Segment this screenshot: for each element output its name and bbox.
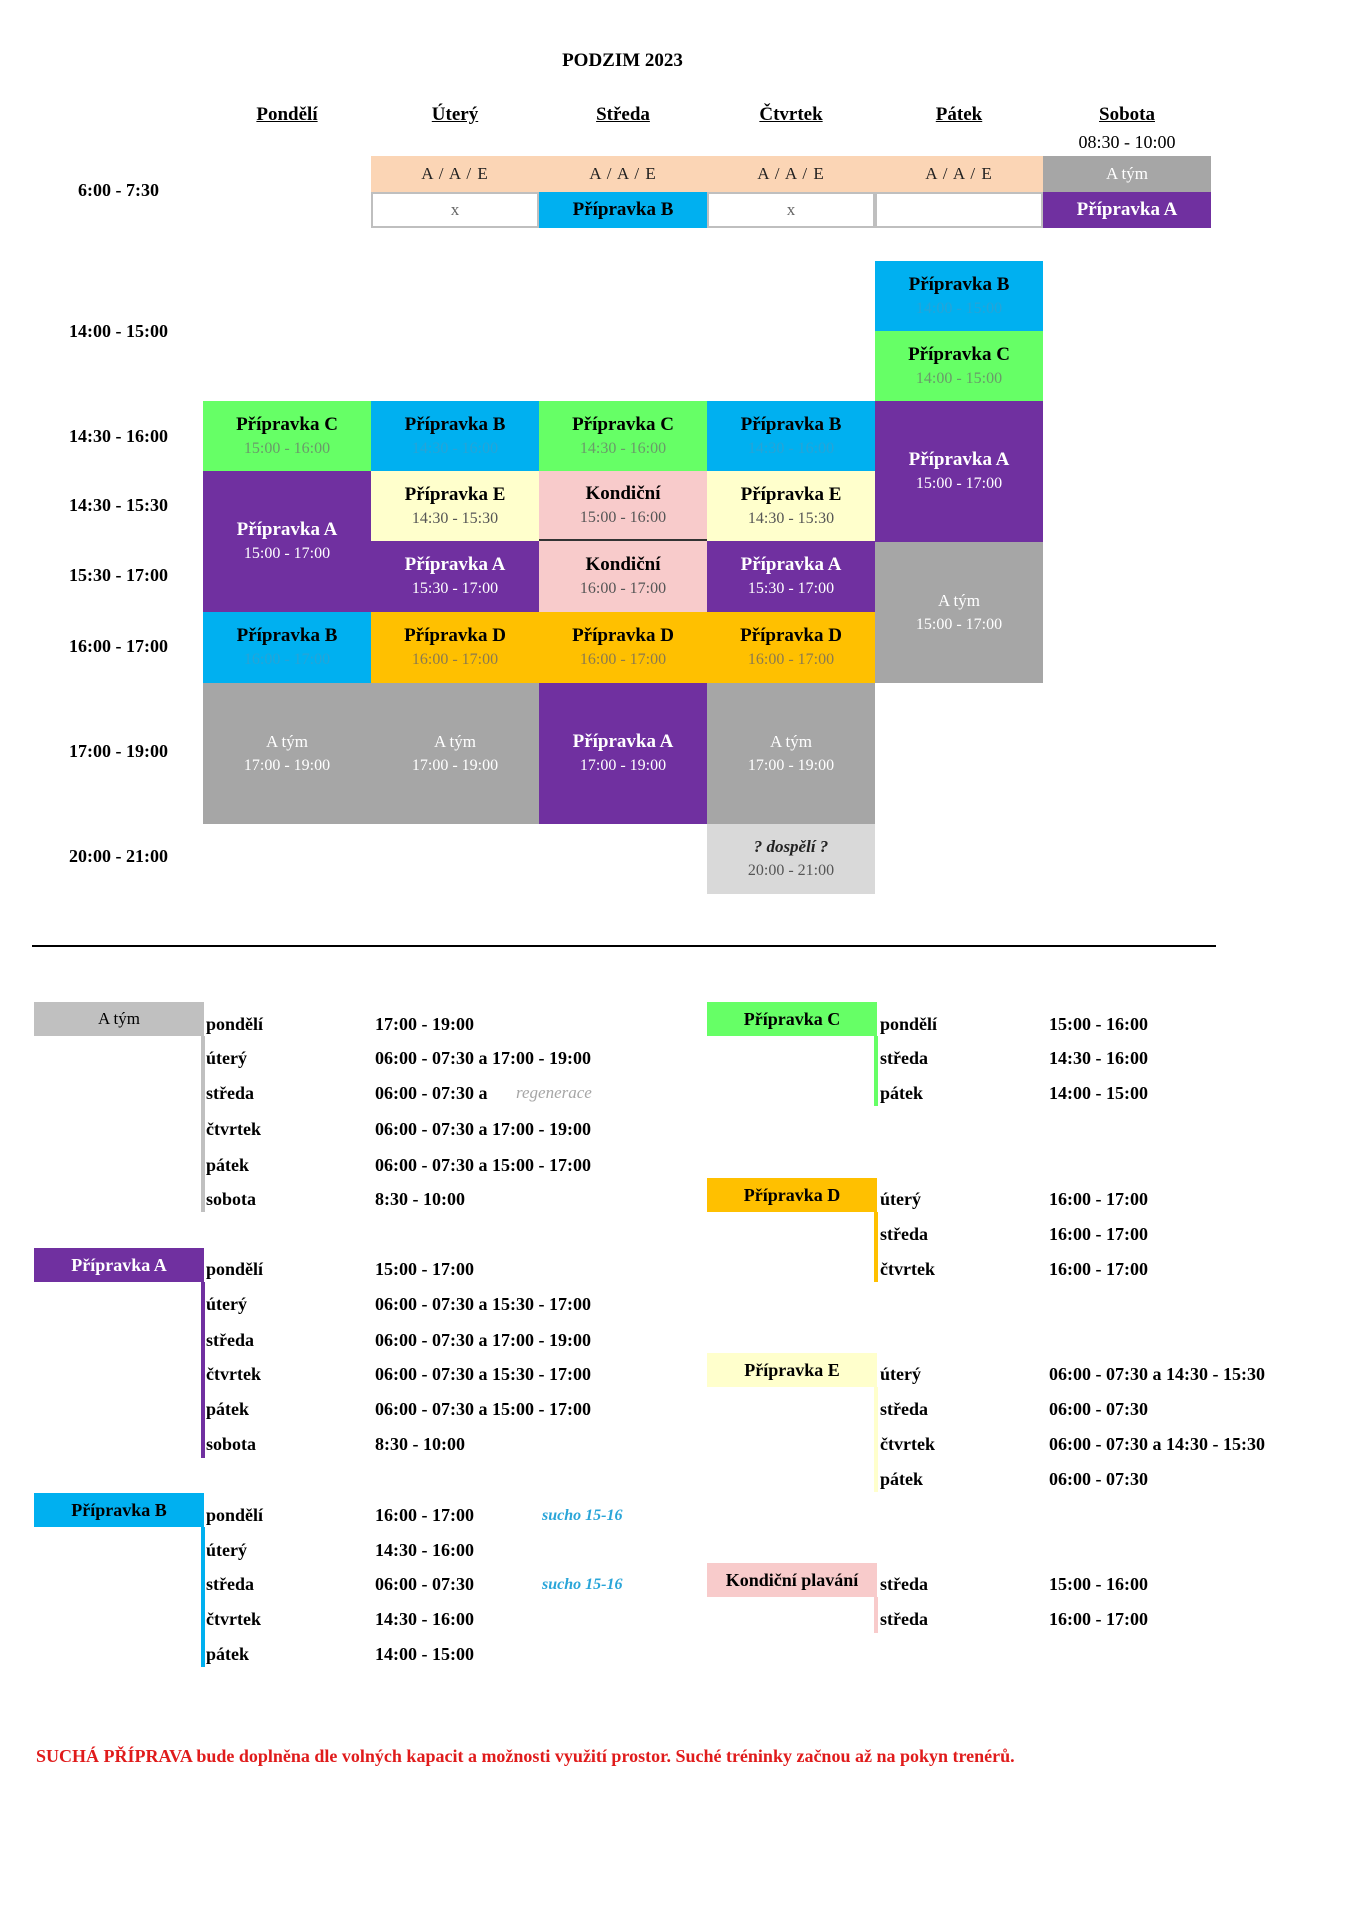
legend-note: sucho 15-16 <box>542 1507 623 1524</box>
legend-time: 16:00 - 17:00 <box>1049 1189 1148 1209</box>
schedule-cell: A tým 15:00 - 17:00 <box>875 542 1043 683</box>
legend-time: 06:00 - 07:30 a 15:30 - 17:00 <box>375 1294 591 1314</box>
legend-bar <box>874 1036 878 1106</box>
legend-time: 06:00 - 07:30 a <box>375 1083 488 1103</box>
legend-time: 17:00 - 19:00 <box>375 1014 474 1034</box>
legend-time: 06:00 - 07:30 a 15:00 - 17:00 <box>375 1155 591 1175</box>
legend-time: 14:00 - 15:00 <box>1049 1083 1148 1103</box>
schedule-cell: Přípravka D 16:00 - 17:00 <box>371 612 539 683</box>
legend-label-pripravka-a: Přípravka A <box>34 1248 204 1282</box>
legend-day: pátek <box>206 1399 250 1419</box>
schedule-cell: Přípravka C 14:30 - 16:00 <box>539 401 707 471</box>
legend-day: úterý <box>206 1048 247 1068</box>
schedule-cell: Přípravka D 16:00 - 17:00 <box>707 612 875 683</box>
schedule-cell: Kondiční 15:00 - 16:00 <box>539 471 707 541</box>
time-label: 17:00 - 19:00 <box>69 741 168 761</box>
legend-time: 06:00 - 07:30 <box>1049 1399 1148 1419</box>
legend-time: 16:00 - 17:00 <box>375 1505 474 1525</box>
legend-bar <box>874 1212 878 1282</box>
day-header-thursday: Čtvrtek <box>759 104 823 125</box>
schedule-cell: Přípravka A 17:00 - 19:00 <box>539 683 707 824</box>
legend-bar <box>201 1527 205 1667</box>
time-label: 14:30 - 15:30 <box>69 495 168 515</box>
legend-day: úterý <box>206 1294 247 1314</box>
legend-time: 06:00 - 07:30 a 14:30 - 15:30 <box>1049 1364 1265 1384</box>
legend-time: 14:30 - 16:00 <box>1049 1048 1148 1068</box>
schedule-cell: A tým 17:00 - 19:00 <box>371 683 539 824</box>
schedule-cell: Kondiční 16:00 - 17:00 <box>539 541 707 612</box>
legend-day: pondělí <box>206 1505 264 1525</box>
legend-day: středa <box>206 1083 254 1103</box>
schedule-cell: Přípravka A 15:00 - 17:00 <box>203 471 371 612</box>
legend-day: úterý <box>880 1364 921 1384</box>
legend-day: středa <box>880 1574 928 1594</box>
morning-aae-cell: A / A / E <box>707 156 875 192</box>
legend-day: pátek <box>880 1083 924 1103</box>
legend-time: 06:00 - 07:30 a 17:00 - 19:00 <box>375 1119 591 1139</box>
day-header-tuesday: Úterý <box>431 104 479 125</box>
legend-time: 16:00 - 17:00 <box>1049 1609 1148 1629</box>
legend-day: čtvrtek <box>206 1364 261 1384</box>
legend-day: sobota <box>206 1189 257 1209</box>
day-header-saturday: Sobota <box>1099 104 1155 125</box>
legend-day: čtvrtek <box>880 1259 935 1279</box>
footer-note: SUCHÁ PŘÍPRAVA bude doplněna dle volných kapacit a možnosti využití prostor. Suché tréninky začnou až na pokyn trenérů. <box>36 1746 1015 1766</box>
morning-a-tym-cell: A tým <box>1043 156 1211 192</box>
legend-label-a-tym: A tým <box>34 1002 204 1036</box>
schedule-cell: Přípravka A 15:00 - 17:00 <box>875 401 1043 542</box>
legend-time: 06:00 - 07:30 a 14:30 - 15:30 <box>1049 1434 1265 1454</box>
schedule-cell: Přípravka B 14:00 - 15:00 <box>875 261 1043 331</box>
legend-day: pondělí <box>880 1014 938 1034</box>
legend-time: 16:00 - 17:00 <box>1049 1224 1148 1244</box>
separator-line <box>32 945 1216 947</box>
time-label: 14:30 - 16:00 <box>69 426 168 446</box>
morning-pripravka-a-cell: Přípravka A <box>1043 192 1211 228</box>
legend-bar <box>201 1282 205 1458</box>
legend-time: 15:00 - 16:00 <box>1049 1574 1148 1594</box>
schedule-cell: Přípravka E 14:30 - 15:30 <box>707 471 875 541</box>
legend-day: úterý <box>880 1189 921 1209</box>
legend-note: regenerace <box>516 1083 592 1102</box>
time-label: 15:30 - 17:00 <box>69 565 168 585</box>
morning-aae-cell: A / A / E <box>875 156 1043 192</box>
legend-time: 14:30 - 16:00 <box>375 1609 474 1629</box>
schedule-cell: Přípravka C 15:00 - 16:00 <box>203 401 371 471</box>
legend-time: 06:00 - 07:30 <box>1049 1469 1148 1489</box>
schedule-cell: Přípravka B 14:30 - 16:00 <box>707 401 875 471</box>
legend-day: čtvrtek <box>206 1609 261 1629</box>
legend-day: středa <box>206 1330 254 1350</box>
page-title: PODZIM 2023 <box>562 50 683 71</box>
legend-day: sobota <box>206 1434 257 1454</box>
legend-day: pátek <box>206 1155 250 1175</box>
morning-empty-cell <box>875 192 1043 228</box>
saturday-time: 08:30 - 10:00 <box>1078 132 1176 152</box>
day-header-wednesday: Středa <box>596 104 650 125</box>
morning-empty-cell: x <box>371 192 539 228</box>
schedule-cell: A tým 17:00 - 19:00 <box>203 683 371 824</box>
legend-day: pondělí <box>206 1014 264 1034</box>
morning-aae-cell: A / A / E <box>371 156 539 192</box>
legend-label-pripravka-c: Přípravka C <box>707 1002 877 1036</box>
time-label: 6:00 - 7:30 <box>78 180 159 200</box>
legend-day: pondělí <box>206 1259 264 1279</box>
legend-label-pripravka-d: Přípravka D <box>707 1178 877 1212</box>
legend-day: pátek <box>206 1644 250 1664</box>
schedule-cell: Přípravka D 16:00 - 17:00 <box>539 612 707 683</box>
schedule-cell: Přípravka A 15:30 - 17:00 <box>371 541 539 612</box>
legend-time: 06:00 - 07:30 a 15:30 - 17:00 <box>375 1364 591 1384</box>
day-header-friday: Pátek <box>935 104 983 125</box>
legend-label-kondicni: Kondiční plavání <box>707 1563 877 1597</box>
legend-time: 8:30 - 10:00 <box>375 1189 465 1209</box>
legend-day: středa <box>880 1399 928 1419</box>
legend-time: 15:00 - 17:00 <box>375 1259 474 1279</box>
legend-bar <box>874 1597 878 1633</box>
legend-time: 15:00 - 16:00 <box>1049 1014 1148 1034</box>
schedule-cell: Přípravka B 16:00 - 17:00 <box>203 612 371 683</box>
legend-note: sucho 15-16 <box>542 1576 623 1593</box>
legend-time: 16:00 - 17:00 <box>1049 1259 1148 1279</box>
legend-time: 8:30 - 10:00 <box>375 1434 465 1454</box>
schedule-cell: Přípravka E 14:30 - 15:30 <box>371 471 539 541</box>
morning-empty-cell: x <box>707 192 875 228</box>
day-header-monday: Pondělí <box>256 104 318 125</box>
legend-day: čtvrtek <box>880 1434 935 1454</box>
legend-time: 06:00 - 07:30 <box>375 1574 474 1594</box>
time-label: 14:00 - 15:00 <box>69 321 168 341</box>
legend-day: středa <box>880 1224 928 1244</box>
legend-day: středa <box>880 1048 928 1068</box>
schedule-cell: ? dospělí ? 20:00 - 21:00 <box>707 824 875 894</box>
time-label: 20:00 - 21:00 <box>69 846 168 866</box>
legend-day: úterý <box>206 1540 247 1560</box>
morning-pripravka-b-cell: Přípravka B <box>539 192 707 228</box>
legend-label-pripravka-b: Přípravka B <box>34 1493 204 1527</box>
legend-day: středa <box>206 1574 254 1594</box>
legend-time: 06:00 - 07:30 a 17:00 - 19:00 <box>375 1330 591 1350</box>
legend-time: 06:00 - 07:30 a 17:00 - 19:00 <box>375 1048 591 1068</box>
legend-label-pripravka-e: Přípravka E <box>707 1353 877 1387</box>
legend-day: čtvrtek <box>206 1119 261 1139</box>
schedule-cell: Přípravka B 14:30 - 16:00 <box>371 401 539 471</box>
legend-time: 06:00 - 07:30 a 15:00 - 17:00 <box>375 1399 591 1419</box>
legend-day: středa <box>880 1609 928 1629</box>
legend-day: pátek <box>880 1469 924 1489</box>
schedule-cell: Přípravka C 14:00 - 15:00 <box>875 331 1043 401</box>
schedule-cell: A tým 17:00 - 19:00 <box>707 683 875 824</box>
legend-bar <box>874 1387 878 1492</box>
legend-bar <box>201 1036 205 1212</box>
legend-time: 14:30 - 16:00 <box>375 1540 474 1560</box>
legend-time: 14:00 - 15:00 <box>375 1644 474 1664</box>
morning-aae-cell: A / A / E <box>539 156 707 192</box>
time-label: 16:00 - 17:00 <box>69 636 168 656</box>
schedule-cell: Přípravka A 15:30 - 17:00 <box>707 541 875 612</box>
